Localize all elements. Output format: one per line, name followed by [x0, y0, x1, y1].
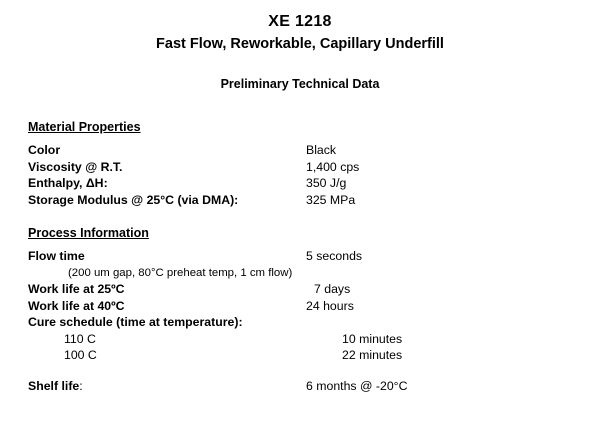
shelf-life-label-suffix: : [79, 378, 83, 393]
property-row [28, 175, 582, 192]
property-label: Enthalpy, ΔH: [28, 176, 108, 190]
document-header [0, 0, 600, 92]
property-row [28, 314, 582, 331]
property-row [28, 331, 582, 348]
property-note: (200 um gap, 80°C preheat temp, 1 cm flow) [68, 266, 293, 279]
property-row [28, 159, 582, 176]
property-label: Cure schedule (time at temperature): [28, 315, 243, 329]
property-value: 325 MPa [306, 192, 356, 207]
property-label: Viscosity @ R.T. [28, 159, 123, 174]
property-row [28, 142, 582, 159]
section-heading: Process Information [28, 226, 149, 240]
page-subtitle: Fast Flow, Reworkable, Capillary Underfill [156, 36, 444, 52]
property-value: 1,400 cps [306, 159, 360, 174]
page-title: XE 1218 [268, 13, 332, 30]
property-label: 110 C [64, 331, 96, 346]
section-material-properties [28, 120, 582, 208]
page-kicker: Preliminary Technical Data [220, 77, 380, 91]
property-value: Black [306, 143, 337, 157]
property-value: 350 J/g [306, 176, 347, 190]
property-label: Storage Modulus @ 25°C (via DMA): [28, 192, 239, 207]
property-label: Flow time [28, 249, 85, 263]
property-label: 100 C [64, 348, 97, 362]
property-row [28, 281, 582, 298]
property-row [28, 298, 582, 315]
section-process-information [28, 226, 582, 364]
property-value: 24 hours [306, 298, 354, 313]
property-label: Work life at 25ºC [28, 282, 125, 296]
document-body [0, 120, 600, 394]
property-label: Color [28, 143, 61, 157]
shelf-life-row [28, 378, 582, 395]
property-value: 10 minutes [342, 331, 403, 346]
shelf-life-label-text: Shelf life [28, 378, 80, 393]
shelf-life-value: 6 months @ -20°C [306, 378, 408, 393]
property-value: 7 days [314, 282, 351, 296]
property-note-row [28, 265, 582, 282]
property-value: 22 minutes [342, 348, 403, 362]
section-heading: Material Properties [28, 120, 141, 134]
property-value: 5 seconds [306, 249, 363, 263]
property-label: Work life at 40ºC [28, 298, 125, 313]
property-row [28, 248, 582, 265]
property-row [28, 192, 582, 209]
shelf-life-label [28, 378, 306, 395]
property-row [28, 347, 582, 364]
